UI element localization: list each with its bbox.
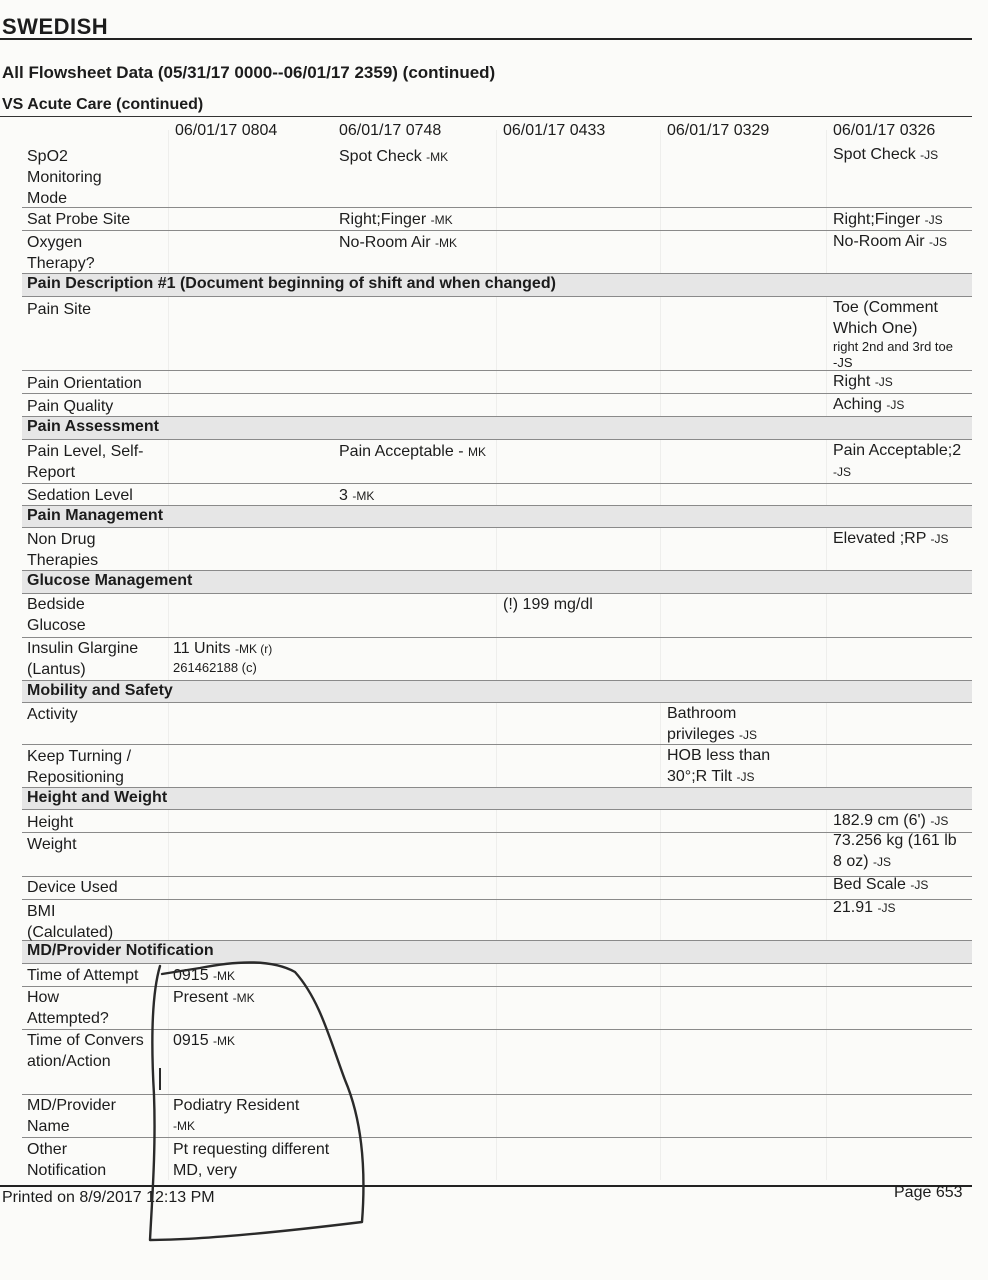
row-label: Insulin Glargine (Lantus) — [27, 640, 139, 678]
cell-0326: Spot Check -JS — [833, 146, 939, 163]
cell-0748: Pain Acceptable - MK — [339, 443, 486, 460]
cell-0326: Aching -JS — [833, 396, 905, 413]
row-label: Pain Orientation — [27, 375, 142, 392]
report-title: All Flowsheet Data (05/31/17 0000--06/01/17 2359) (continued) — [2, 63, 496, 82]
row-label: Keep Turning / Repositioning — [27, 748, 132, 786]
row-label: Oxygen Therapy? — [27, 234, 95, 272]
row-label: Height — [27, 814, 74, 831]
row-label: Weight — [27, 836, 77, 853]
row-label: Time of Attempt — [27, 967, 139, 984]
cell-0804: Pt requesting different MD, very — [173, 1141, 330, 1179]
cell-0433: (!) 199 mg/dl — [503, 596, 593, 613]
group-pain-management: Pain Management — [22, 506, 972, 528]
group-pain-description: Pain Description #1 (Document beginning of shift and when changed) — [22, 274, 972, 297]
row-label: Pain Quality — [27, 398, 114, 415]
cell-0326: No-Room Air -JS — [833, 233, 948, 250]
row-label: Pain Site — [27, 301, 92, 318]
cell-0326: Right -JS — [833, 373, 893, 390]
row-label: Non Drug Therapies — [27, 531, 99, 569]
row-label: SpO2 Monitoring Mode — [27, 148, 102, 207]
column-header-0329: 06/01/17 0329 — [667, 122, 770, 139]
cell-0748: Right;Finger -MK — [339, 211, 453, 228]
row-label: Time of Conversation/Action — [27, 1032, 144, 1070]
row-label: Pain Level, Self-Report — [27, 443, 144, 481]
cell-0329: HOB less than 30°;R Tilt -JS — [667, 747, 771, 785]
cell-0804: 0915 -MK — [173, 1032, 236, 1049]
cell-0326: Pain Acceptable;2 -JS — [833, 442, 962, 479]
row-label: How Attempted? — [27, 989, 109, 1027]
column-header-0326: 06/01/17 0326 — [833, 122, 936, 139]
cell-0329: Bathroom privileges -JS — [667, 705, 758, 743]
row-label: Bedside Glucose — [27, 596, 86, 634]
cell-0326: Bed Scale -JS — [833, 876, 929, 893]
row-label: MD/Provider Name — [27, 1097, 116, 1135]
cell-0326: 73.256 kg (161 lb 8 oz) -JS — [833, 832, 957, 870]
cell-0748: No-Room Air -MK — [339, 234, 458, 251]
group-glucose-management: Glucose Management — [22, 571, 972, 594]
printed-timestamp: Printed on 8/9/2017 12:13 PM — [2, 1189, 215, 1206]
cell-0748: 3 -MK — [339, 487, 375, 504]
cell-0326: 182.9 cm (6') -JS — [833, 812, 949, 829]
group-mobility-safety: Mobility and Safety — [22, 681, 972, 703]
cell-0326: Toe (Comment Which One) right 2nd and 3rd toe -JS — [833, 299, 953, 370]
cell-0804: 0915 -MK — [173, 967, 236, 984]
group-pain-assessment: Pain Assessment — [22, 417, 972, 440]
column-header-0433: 06/01/17 0433 — [503, 122, 606, 139]
cell-0326: 21.91 -JS — [833, 899, 896, 916]
row-label: Device Used — [27, 879, 118, 896]
row-label: BMI (Calculated) — [27, 903, 114, 941]
group-height-weight: Height and Weight — [22, 788, 972, 810]
organization-name: SWEDISH — [2, 14, 109, 39]
cell-0326: Right;Finger -JS — [833, 211, 943, 228]
cell-0804: Present -MK — [173, 989, 255, 1006]
row-label: Sedation Level — [27, 487, 133, 504]
row-label: Sat Probe Site — [27, 211, 131, 228]
row-label: Other Notification — [27, 1141, 107, 1179]
group-md-provider-notification: MD/Provider Notification — [22, 941, 972, 964]
cell-0804: Podiatry Resident -MK — [173, 1097, 300, 1133]
row-label: Activity — [27, 706, 78, 723]
cell-0326: Elevated ;RP -JS — [833, 530, 949, 547]
cell-0804: 11 Units -MK (r) 261462188 (c) — [173, 640, 273, 675]
section-title: VS Acute Care (continued) — [2, 96, 204, 113]
cell-0748: Spot Check -MK — [339, 148, 449, 165]
page-number: Page 653 — [894, 1184, 963, 1201]
column-header-0748: 06/01/17 0748 — [339, 122, 442, 139]
column-header-0804: 06/01/17 0804 — [175, 122, 278, 139]
